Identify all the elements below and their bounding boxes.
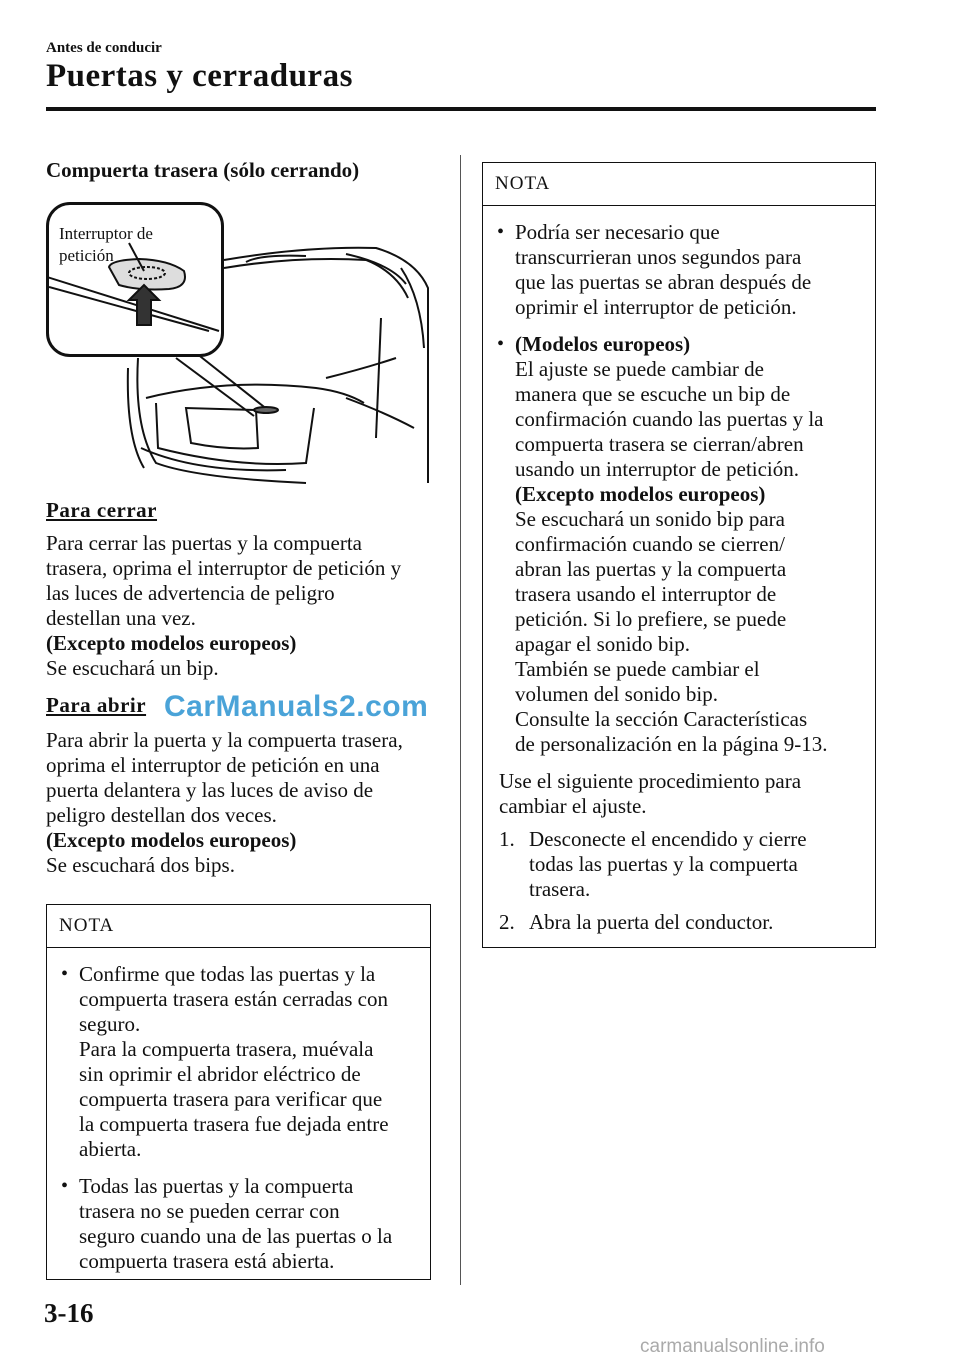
request-switch-icon	[49, 205, 221, 355]
liftgate-figure	[46, 198, 436, 488]
close-except: (Excepto modelos europeos)	[46, 631, 297, 655]
open-bip: Se escuchará dos bips.	[46, 853, 235, 877]
section-label: Antes de conducir	[46, 40, 162, 56]
subsection-title: Compuerta trasera (sólo cerrando)	[46, 158, 360, 182]
close-bip: Se escuchará un bip.	[46, 656, 219, 680]
page-title: Puertas y cerraduras	[46, 58, 353, 94]
note-box-right	[482, 162, 876, 948]
callout-label: Interruptor de petición	[59, 224, 153, 265]
callout-box	[46, 202, 224, 357]
left-column	[46, 150, 431, 183]
bullet-icon: •	[497, 333, 505, 355]
open-heading: Para abrir	[46, 693, 147, 717]
watermark-logo: CarManuals2.com	[164, 690, 429, 723]
note-bullet: • Todas las puertas y la compuerta trasera no se pueden cerrar con seguro cuando una de las puertas o la compuerta trasera está abierta.	[57, 1174, 420, 1274]
procedure-intro: Use el siguiente procedimiento para cambiar el ajuste.	[499, 769, 802, 818]
bullet-icon: •	[61, 963, 69, 985]
open-except: (Excepto modelos europeos)	[46, 828, 297, 852]
step-item: 2. Abra la puerta del conductor.	[499, 910, 774, 934]
heading-rule	[46, 107, 876, 111]
page-number: 3-16	[44, 1298, 94, 1328]
note-bullet: • Podría ser necesario que transcurrieran unos segundos para que las puertas se abran después de oprimir el interruptor de petición.	[493, 220, 865, 320]
bullet-icon: •	[61, 1175, 69, 1197]
close-heading: Para cerrar	[46, 498, 158, 522]
note-bullet: • (Modelos europeos) El ajuste se puede cambiar de manera que se escuche un bip de confirmación cuando las puertas y la compuerta trasera se cierran/abren usando un interruptor de petición. (Excepto modelos europeos) Se escuchará un sonido bip para confirmación cuando se cierren/ abran las puertas y la compuerta trasera usando el interruptor de petición. Si lo prefiere, se puede apagar el sonido bip. También se puede cambiar el volumen del sonido bip. Consulte la sección Características de personalización en la página 9-13.	[493, 332, 865, 757]
step-item: 1. Desconecte el encendido y cierre todas las puertas y la compuerta trasera.	[499, 827, 807, 901]
open-text: Para abrir la puerta y la compuerta trasera, oprima el interruptor de petición en una puerta delantera y las luces de aviso de peligro destellan dos veces.	[46, 728, 403, 827]
bullet-icon: •	[497, 221, 505, 243]
note-title: NOTA	[47, 905, 430, 948]
note-bullet: • Confirme que todas las puertas y la compuerta trasera están cerradas con seguro. Para la compuerta trasera, muévala sin oprimir el abridor eléctrico de compuerta trasera para verificar que la compuerta trasera fue dejada entre abierta.	[57, 962, 420, 1162]
close-text: Para cerrar las puertas y la compuerta trasera, oprima el interruptor de petición y las luces de advertencia de peligro destellan una vez.	[46, 531, 402, 630]
column-divider	[460, 155, 461, 1285]
close-section	[46, 498, 446, 878]
note-title: NOTA	[483, 163, 875, 206]
footer-site: carmanualsonline.info	[640, 1336, 825, 1357]
note-box-left	[46, 904, 431, 1280]
